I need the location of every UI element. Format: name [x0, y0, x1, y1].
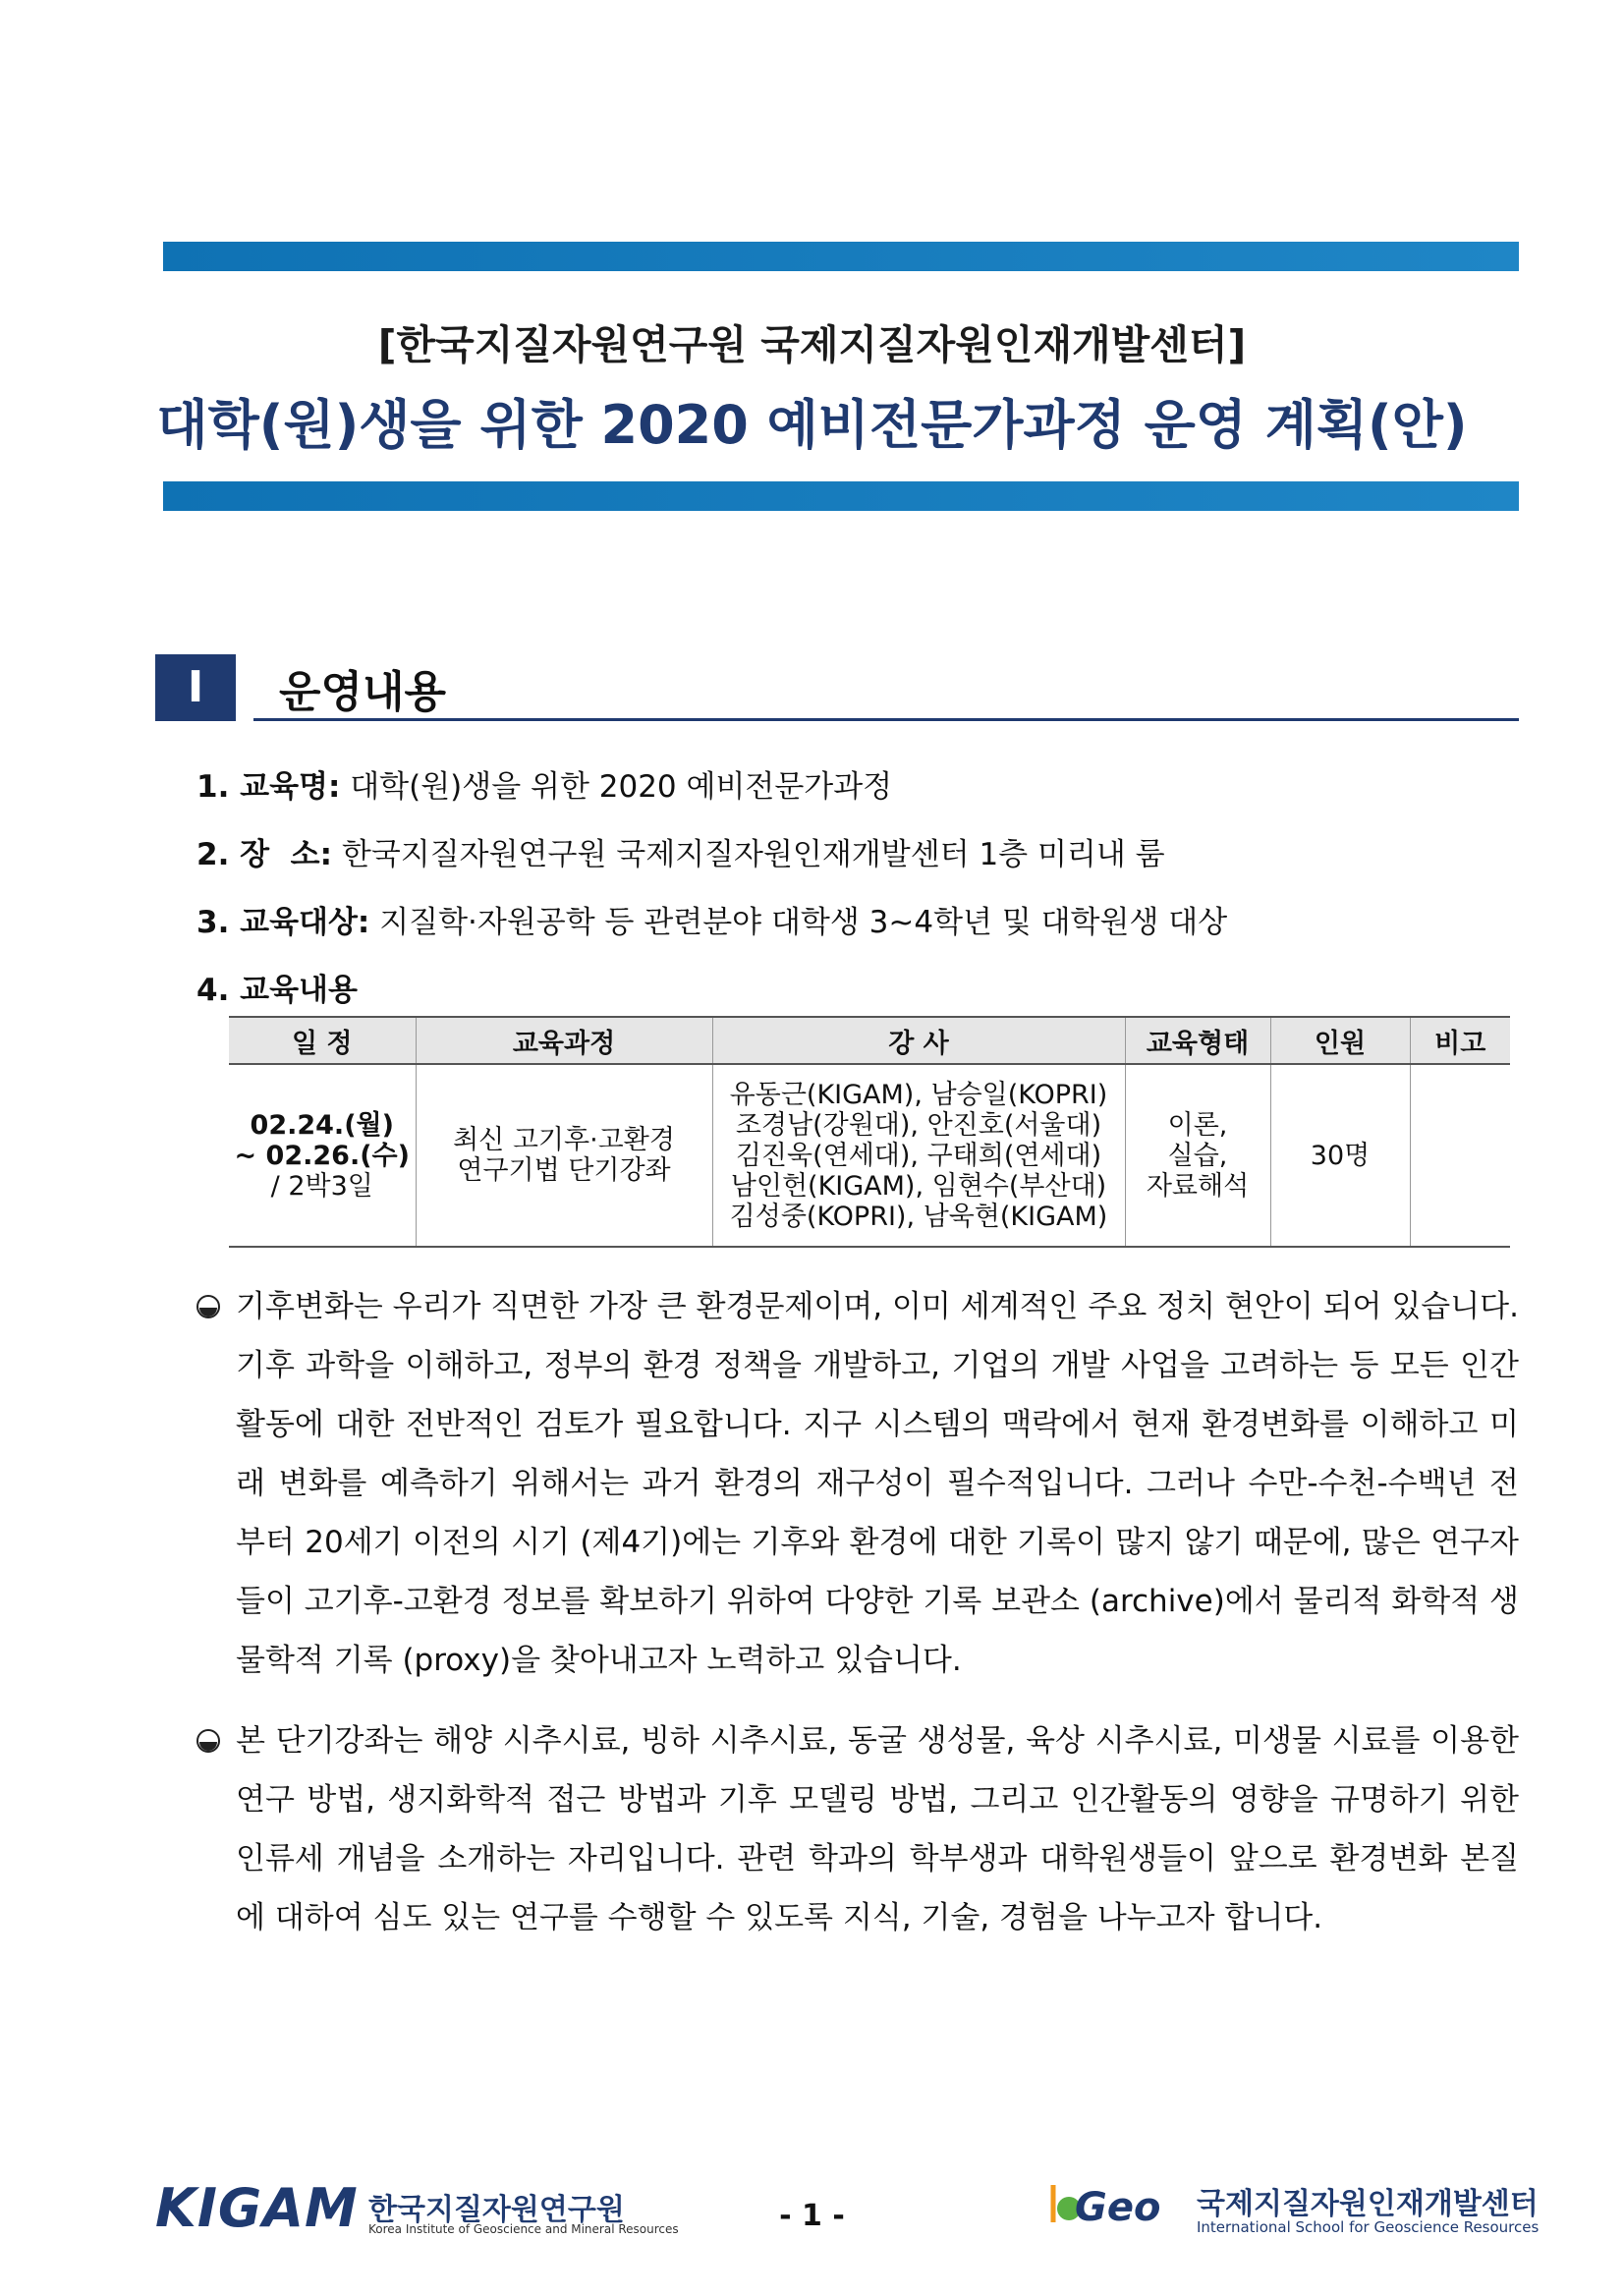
svg-text:Geo: Geo	[1075, 2185, 1161, 2230]
column-header: 강 사	[712, 1017, 1125, 1064]
item-label: 1. 교육명:	[196, 769, 341, 805]
column-header: 비고	[1410, 1017, 1510, 1064]
lecturer-line: 김성중(KOPRI), 남욱현(KIGAM)	[729, 1201, 1108, 1232]
kigam-name: 한국지질자원연구원	[368, 2193, 625, 2227]
type-line: 자료해석	[1146, 1170, 1250, 1202]
document-title: 대학(원)생을 위한 2020 예비전문가과정 운영 계획(안)	[156, 394, 1468, 456]
column-header: 교육과정	[416, 1017, 712, 1064]
bullet-icon	[195, 1293, 222, 1320]
item-target	[196, 897, 1227, 941]
people-cell: 30명	[1270, 1064, 1410, 1247]
paragraph-course: 본 단기강좌는 해양 시추시료, 빙하 시추시료, 동굴 생성물, 육상 시추시료, 미생물 시료를 이용한 연구 방법, 생지화학적 접근 방법과 기후 모델링 방법, 그리고 인간활동의 영향을 규명하기 위한 인류세 개념을 소개하는 자리입니다. 관련 학과의 학부생과 대학원생들이 앞으로 환경변화 본질에 대하여 심도 있는 연구를 수행할 수 있도록 지식, 기술, 경험을 나누고자 합니다.	[236, 1723, 1519, 1935]
item-label: 4. 교육내용	[196, 973, 358, 1008]
lecturer-line: 남인헌(KIGAM), 임현수(부산대)	[730, 1170, 1107, 1202]
course-line: 연구기법 단기강좌	[457, 1155, 671, 1186]
table-header-row	[229, 1017, 1510, 1064]
column-header: 일 정	[229, 1017, 416, 1064]
lecturer-line: 유동근(KIGAM), 남승일(KOPRI)	[729, 1079, 1108, 1110]
date-line: / 2박3일	[270, 1170, 373, 1202]
kigam-english-name: Korea Institute of Geoscience and Mineral Resources	[368, 2222, 679, 2236]
item-text: 한국지질자원연구원 국제지질자원인재개발센터 1층 미리내 룸	[341, 837, 1165, 872]
lecturer-cell	[712, 1064, 1125, 1247]
paragraph-climate: 기후변화는 우리가 직면한 가장 큰 환경문제이며, 이미 세계적인 주요 정치 현안이 되어 있습니다. 기후 과학을 이해하고, 정부의 환경 정책을 개발하고, 기업의 개발 사업을 고려하는 등 모든 인간활동에 대한 전반적인 검토가 필요합니다. 지구 시스템의 맥락에서 현재 환경변화를 이해하고 미래 변화를 예측하기 위해서는 과거 환경의 재구성이 필수적입니다. 그러나 수만-수천-수백년 전 부터 20세기 이전의 시기 (제4기)에는 기후와 환경에 대한 기록이 많지 않기 때문에, 많은 연구자들이 고기후-고환경 정보를 확보하기 위하여 다양한 기록 보관소 (archive)에서 물리적 화학적 생물학적 기록 (proxy)을 찾아내고자 노력하고 있습니다.	[236, 1289, 1519, 1678]
type-cell	[1125, 1064, 1270, 1247]
page-number: - 1 -	[779, 2199, 845, 2233]
section-number: Ⅰ	[155, 654, 236, 721]
document-subtitle: [한국지질자원연구원 국제지질자원인재개발센터]	[377, 321, 1247, 368]
item-course-name	[196, 761, 892, 806]
igeo-name: 국제지질자원인재개발센터	[1197, 2187, 1539, 2221]
item-text: 지질학·자원공학 등 관련분야 대학생 3~4학년 및 대학원생 대상	[379, 905, 1228, 940]
column-header: 인원	[1270, 1017, 1410, 1064]
lecturer-line: 조경남(강원대), 안진호(서울대)	[735, 1109, 1102, 1141]
item-location	[196, 829, 1165, 873]
date-line: 02.24.(월)	[250, 1109, 394, 1141]
schedule-table	[229, 1016, 1510, 1248]
section-title: 운영내용	[279, 667, 447, 717]
item-label: 2. 장 소:	[196, 837, 333, 872]
kigam-logo-text: KIGAM	[155, 2177, 359, 2239]
course-cell	[416, 1064, 712, 1247]
igeo-english-name: International School for Geoscience Resources	[1197, 2218, 1540, 2236]
lecturer-line: 김진욱(연세대), 구태희(연세대)	[735, 1140, 1102, 1171]
schedule-cell	[229, 1064, 416, 1247]
header-bottom-bar	[163, 481, 1519, 511]
item-label: 3. 교육대상:	[196, 905, 370, 940]
item-content	[196, 965, 358, 1009]
header-top-bar	[163, 242, 1519, 271]
igeo-logo-icon	[1047, 2175, 1185, 2234]
table-row	[229, 1064, 1510, 1247]
item-text: 대학(원)생을 위한 2020 예비전문가과정	[350, 769, 893, 805]
column-header: 교육형태	[1125, 1017, 1270, 1064]
course-line: 최신 고기후·고환경	[453, 1125, 675, 1155]
igeo-logo	[1047, 2175, 1185, 2238]
section-rule	[253, 718, 1519, 721]
type-line: 실습,	[1167, 1140, 1228, 1171]
note-cell	[1410, 1064, 1510, 1247]
bullet-icon	[195, 1727, 222, 1755]
date-line: ~ 02.26.(수)	[234, 1140, 410, 1171]
type-line: 이론,	[1167, 1109, 1228, 1141]
